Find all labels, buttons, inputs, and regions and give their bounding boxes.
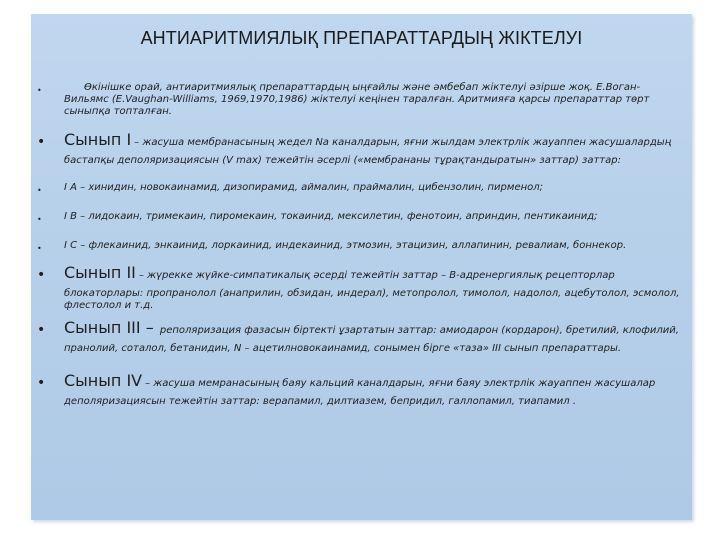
bullet-icon: • — [37, 86, 42, 95]
class-2-line — [64, 263, 684, 282]
class-4-line-1: – жасуша мемранасының баяу кальций каналдарын, яғни баяу электрлік жауаппен жасушалар — [145, 378, 656, 389]
bullet-icon: • — [37, 322, 46, 338]
class-2-line-1: – жүрекке жүйке-симпатикалық әсерді тежейтін заттар – В-адренергиялық рецепторлар — [138, 270, 615, 281]
class-1-line-1: – жасуша мембранасының жедел Na каналдарын, яғни жылдам электрлік жауаппен жасушалардың — [134, 137, 672, 148]
class-4-line — [64, 371, 684, 390]
class-1b-text: I B – лидокаин, тримекаин, пиромекаин, токаинид, мексилетин, фенотоин, априндин, пентикаинид; — [64, 211, 598, 222]
class-1c-text: I C – флекаинид, энкаинид, лоркаинид, индекаинид, этмозин, этацизин, аллапинин, ревалиам, боннекор. — [64, 240, 627, 251]
bullet-icon: • — [37, 186, 42, 195]
class-2-line-2: блокаторлары: пропранолол (анаприлин, обзидан, индерал), метопролол, тимолол, надолол, ацебутолол, эсмолол, флестолол и т.д. — [64, 288, 680, 311]
class-4-heading: Сынып IV — [64, 371, 143, 390]
bullet-icon: • — [37, 215, 42, 224]
class-3-line-1: реполяризация фазасын біртекті ұзартатын заттар: амиодарон (кордарон), бретилий, клофилий, — [159, 325, 679, 336]
class-1-heading: Сынып I — [64, 130, 132, 149]
class-3-heading: Сынып III – — [64, 318, 154, 337]
class-1-line-2: бастапқы деполяризациясын (V max) тежейтін әсерлі («мембрананы тұрақтандыратын» заттар) заттар: — [64, 155, 621, 166]
bullet-icon: • — [37, 134, 46, 150]
bullet-icon: • — [37, 244, 42, 253]
slide-title: АНТИАРИТМИЯЛЫҚ ПРЕПАРАТТАРДЫҢ ЖІКТЕЛУІ — [140, 28, 583, 48]
class-4-line-2: деполяризациясын тежейтін заттар: верапамил, дилтиазем, бепридил, галлопамил, тиапамил . — [64, 396, 577, 407]
class-3-line-2: пранолий, соталол, бетанидин, N – ацетилновокаинамид, сонымен бірге «таза» III сынып препараттары. — [64, 343, 622, 354]
class-1a-text: I A – хинидин, новокаинамид, дизопирамид, аймалин, праймалин, цибензолин, пирменол; — [64, 182, 544, 193]
class-3-line — [64, 318, 684, 337]
bullet-icon: • — [37, 267, 46, 283]
intro-text: Өкінішке орай, антиаритмиялық препараттардың ыңғайлы және әмбебап жіктелуі әзірше жоқ. Е.Воган-Вильямс (E.Vaughan-Williams, 1969,1970,1986) жіктелуі кеңінен таралған. Аритмияға қарсы препараттар төрт сыныпқа топталған. — [64, 82, 650, 117]
class-1-line — [64, 130, 684, 149]
bullet-icon: • — [37, 375, 46, 391]
class-2-heading: Сынып II — [64, 263, 136, 282]
